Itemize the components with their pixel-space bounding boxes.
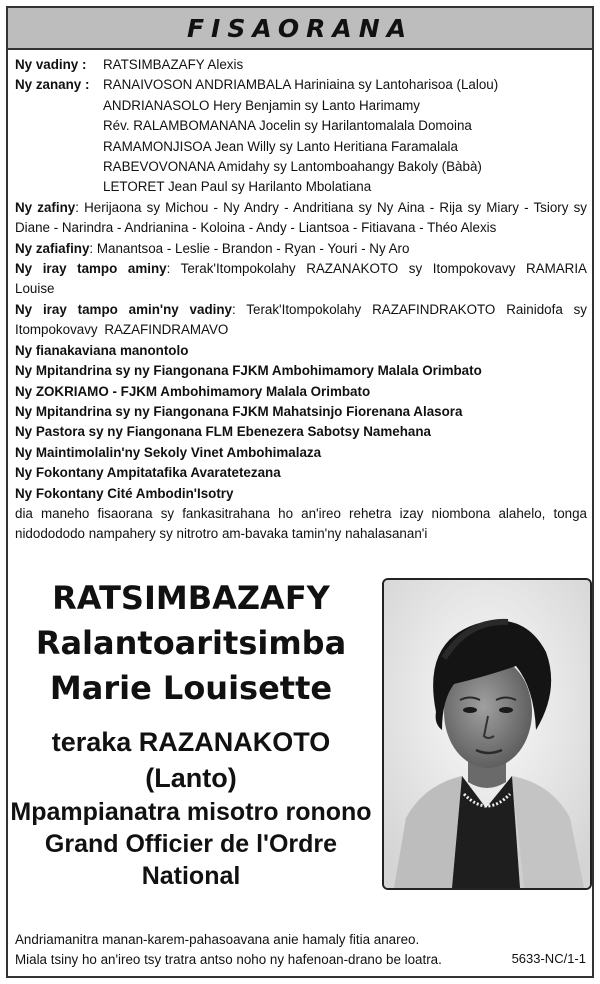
in-laws-text: : Terak'Itompokolahy RAZAFINDRAKOTO Rainidofa sy Itompokovavy RAZAFINDRAMAVO <box>15 301 588 338</box>
deceased-name-3: Marie Louisette <box>49 669 333 707</box>
grandchildren-label: Ny zafiny <box>15 199 76 215</box>
siblings-text: : Terak'Itompokolahy RAZANAKOTO sy Itompokovavy RAMARIA Louise <box>15 261 587 297</box>
honor-title-cont: National <box>141 862 241 890</box>
footer-apology: Miala tsiny ho an'ireo tsy tratra antso noho ny hafenoan-drano be loatra. <box>15 952 442 967</box>
organization-line: Ny Fokontany Cité Ambodin'Isotry <box>15 485 234 501</box>
organization-line: Ny ZOKRIAMO - FJKM Ambohimamory Malala Orimbato <box>15 383 371 399</box>
in-laws-label: Ny iray tampo amin'ny vadiny <box>15 301 232 317</box>
nickname: (Lanto) <box>145 763 237 793</box>
header-bar <box>8 8 592 50</box>
deceased-surname: RATSIMBAZAFY <box>52 579 330 617</box>
child-entry: Rév. RALAMBOMANANA Jocelin sy Harilantomalala Domoina <box>103 118 472 134</box>
honor-title: Grand Officier de l'Ordre <box>44 830 338 858</box>
footer-blessing: Andriamanitra manan-karem-pahasoavana anie hamaly fitia anareo. <box>15 932 420 947</box>
great-grandchildren-text: : Manantsoa - Leslie - Brandon - Ryan - Youri - Ny Aro <box>89 240 410 256</box>
grandchildren-paragraph <box>15 198 587 239</box>
deceased-details-block <box>8 724 374 892</box>
header-title: FISAORANA <box>186 13 414 43</box>
spouse-row <box>15 55 587 75</box>
child-entry: ANDRIANASOLO Hery Benjamin sy Lanto Harimamy <box>103 97 421 113</box>
children-row <box>15 75 587 95</box>
gratitude-paragraph: dia maneho fisaorana sy fankasitrahana ho an'ireo rehetra izay niombona alahelo, tonga nidodododo nampahery sy nitrotro am-bavaka tamin'ny nahalasanan'i <box>15 505 587 542</box>
footer-text <box>15 930 442 970</box>
in-laws-paragraph <box>15 300 587 341</box>
profession-title: Mpampianatra misotro ronono <box>10 798 372 826</box>
maiden-name: teraka RAZANAKOTO <box>51 727 331 757</box>
reference-code: 5633-NC/1-1 <box>511 951 586 966</box>
organization-line: Ny Mpitandrina sy ny Fiangonana FJKM Mahatsinjo Fiorenana Alasora <box>15 403 463 419</box>
deceased-name-2: Ralantoaritsimba <box>35 624 347 662</box>
organization-line: Ny Pastora sy ny Fiangonana FLM Ebenezera Sabotsy Namehana <box>15 424 431 440</box>
organization-line: Ny Mpitandrina sy ny Fiangonana FJKM Ambohimamory Malala Orimbato <box>15 363 482 379</box>
siblings-label: Ny iray tampo aminy <box>15 261 167 277</box>
notice-body <box>15 55 587 545</box>
organization-line: Ny Maintimolalin'ny Sekoly Vinet Ambohimalaza <box>15 444 322 460</box>
siblings-paragraph <box>15 259 587 300</box>
child-entry: LETORET Jean Paul sy Harilanto Mbolatiana <box>103 179 372 195</box>
organization-line: Ny Fokontany Ampitatafika Avaratetezana <box>15 465 281 481</box>
portrait-illustration <box>384 580 590 888</box>
child-entry: RAMAMONJISOA Jean Willy sy Lanto Heritiana Faramalala <box>103 138 458 154</box>
notice-frame <box>6 6 594 978</box>
deceased-name-block <box>8 576 374 711</box>
child-entry: RABEVOVONANA Amidahy sy Lantomboahangy Bakoly (Bàbà) <box>103 159 482 175</box>
spouse-label: Ny vadiny : <box>15 57 87 72</box>
great-grandchildren-paragraph <box>15 239 587 259</box>
portrait-photo <box>382 578 592 890</box>
spouse-value: RATSIMBAZAFY Alexis <box>103 57 244 72</box>
organization-line: Ny fianakaviana manontolo <box>15 342 189 358</box>
children-label: Ny zanany : <box>15 77 90 93</box>
child-entry: RANAIVOSON ANDRIAMBALA Hariniaina sy Lantoharisoa (Lalou) <box>103 77 499 93</box>
great-grandchildren-label: Ny zafiafiny <box>15 240 90 256</box>
grandchildren-text: : Herijaona sy Michou - Ny Andry - Andritiana sy Ny Aina - Rija sy Miary - Tsiory sy Diane - Narindra - Andrianina - Koloina - Andy - Liantsoa - Fitiavana - Théo Alexis <box>15 199 587 236</box>
